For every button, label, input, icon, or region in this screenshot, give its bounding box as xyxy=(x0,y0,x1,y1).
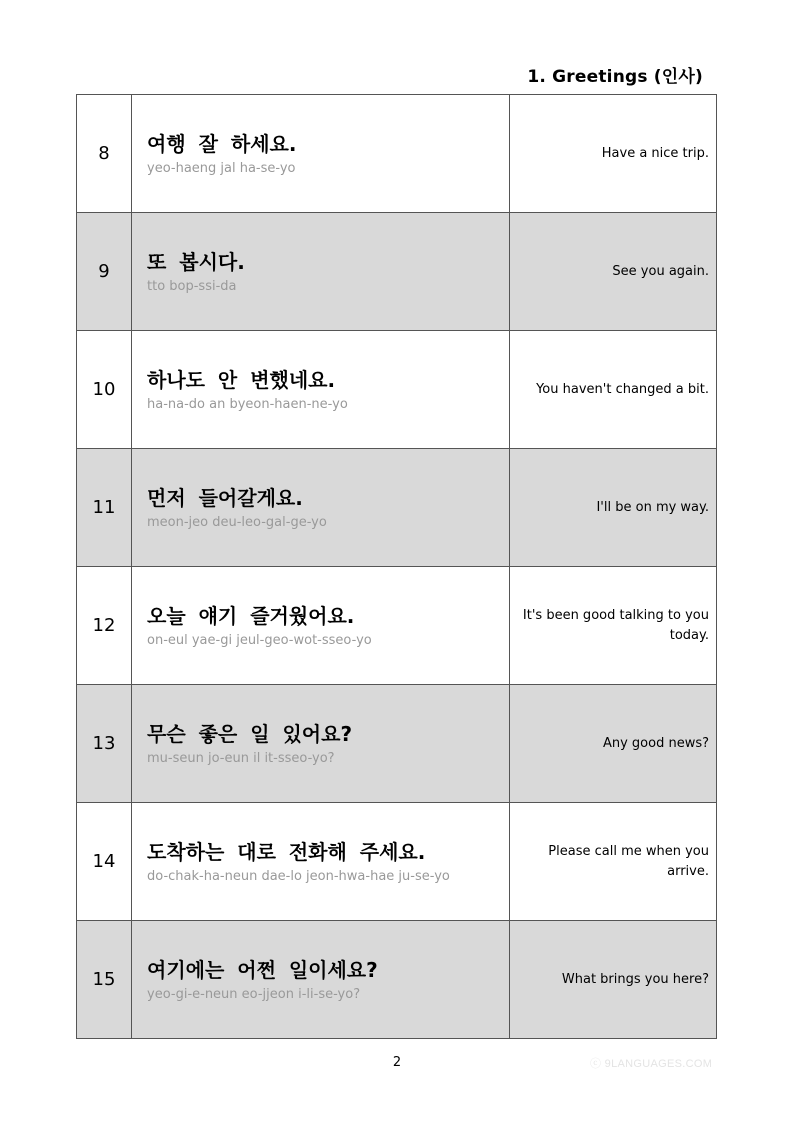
watermark: ⓒ 9LANGUAGES.COM xyxy=(590,1058,713,1070)
english-translation: Please call me when you arrive. xyxy=(510,803,717,921)
page-number: 2 xyxy=(392,1055,402,1070)
english-translation: I'll be on my way. xyxy=(510,449,717,567)
row-number: 14 xyxy=(77,803,132,921)
table-row xyxy=(77,567,717,685)
table-row xyxy=(77,803,717,921)
romanization: tto bop-ssi-da xyxy=(147,279,237,294)
romanization: yeo-haeng jal ha-se-yo xyxy=(147,161,296,176)
korean-cell xyxy=(132,95,510,213)
row-number: 10 xyxy=(77,331,132,449)
table-row xyxy=(77,213,717,331)
row-number: 15 xyxy=(77,921,132,1039)
korean-cell xyxy=(132,803,510,921)
romanization: do-chak-ha-neun dae-lo jeon-hwa-hae ju-se-yo xyxy=(147,869,450,884)
romanization: on-eul yae-gi jeul-geo-wot-sseo-yo xyxy=(147,633,372,648)
english-translation: What brings you here? xyxy=(510,921,717,1039)
row-number: 9 xyxy=(77,213,132,331)
korean-phrase: 도착하는 대로 전화해 주세요. xyxy=(147,840,426,864)
english-translation: Any good news? xyxy=(510,685,717,803)
romanization: yeo-gi-e-neun eo-jjeon i-li-se-yo? xyxy=(147,987,361,1002)
english-translation: Have a nice trip. xyxy=(510,95,717,213)
english-translation: See you again. xyxy=(510,213,717,331)
korean-phrase: 오늘 얘기 즐거웠어요. xyxy=(147,604,355,628)
table-row xyxy=(77,685,717,803)
korean-cell xyxy=(132,685,510,803)
english-translation: You haven't changed a bit. xyxy=(510,331,717,449)
korean-cell xyxy=(132,331,510,449)
english-translation: It's been good talking to you today. xyxy=(510,567,717,685)
table-row xyxy=(77,921,717,1039)
korean-cell xyxy=(132,213,510,331)
korean-phrase: 여행 잘 하세요. xyxy=(147,132,297,156)
row-number: 11 xyxy=(77,449,132,567)
romanization: meon-jeo deu-leo-gal-ge-yo xyxy=(147,515,327,530)
romanization: ha-na-do an byeon-haen-ne-yo xyxy=(147,397,348,412)
table-row xyxy=(77,95,717,213)
korean-phrase: 무슨 좋은 일 있어요? xyxy=(147,722,353,746)
row-number: 13 xyxy=(77,685,132,803)
korean-phrase: 먼저 들어갈게요. xyxy=(147,486,303,510)
korean-phrase: 또 봅시다. xyxy=(147,250,245,274)
romanization: mu-seun jo-eun il it-sseo-yo? xyxy=(147,751,335,766)
phrase-table xyxy=(76,94,717,1039)
table-row xyxy=(77,331,717,449)
table-row xyxy=(77,449,717,567)
korean-phrase: 여기에는 어쩐 일이세요? xyxy=(147,958,378,982)
row-number: 8 xyxy=(77,95,132,213)
page-title: 1. Greetings (인사) xyxy=(527,67,703,87)
row-number: 12 xyxy=(77,567,132,685)
korean-cell xyxy=(132,921,510,1039)
korean-phrase: 하나도 안 변했네요. xyxy=(147,368,336,392)
korean-cell xyxy=(132,449,510,567)
korean-cell xyxy=(132,567,510,685)
